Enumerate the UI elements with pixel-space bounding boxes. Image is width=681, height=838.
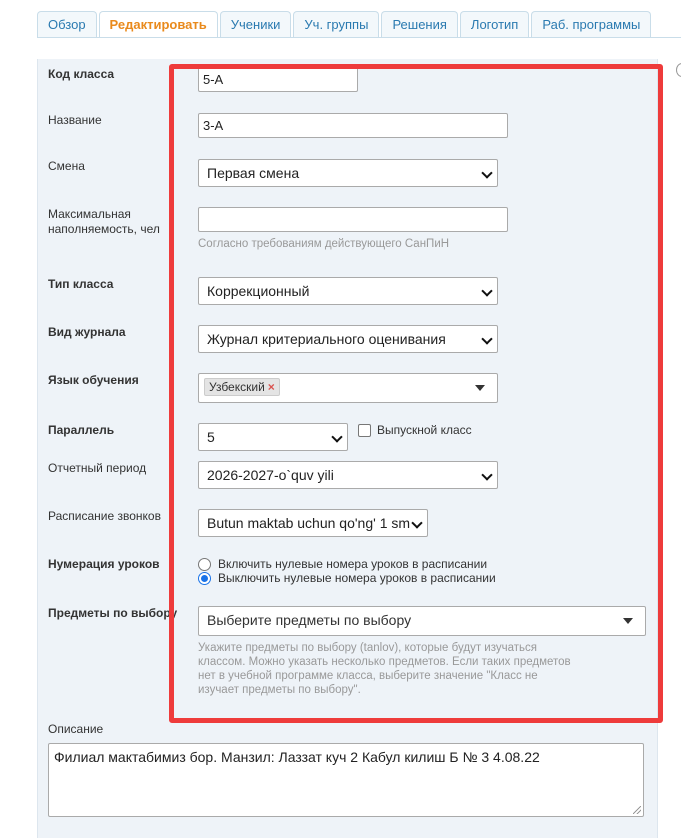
tab-students[interactable]: Ученики [220, 11, 292, 38]
lesson-numbering-off-label: Выключить нулевые номера уроков в расписании [218, 571, 496, 585]
language-multiselect[interactable] [198, 373, 498, 403]
description-textarea[interactable] [48, 743, 644, 817]
tabs-divider [37, 37, 681, 38]
journal-type-select[interactable] [198, 325, 498, 353]
report-period-select[interactable] [198, 461, 498, 489]
dropdown-arrow-icon [475, 385, 485, 391]
lesson-numbering-on-radio[interactable] [198, 558, 211, 571]
chevron-down-icon [331, 431, 342, 442]
journal-type-selected-value: Журнал критериального оценивания [207, 331, 446, 347]
class-code-input[interactable]: 5-А [198, 67, 358, 92]
lesson-numbering-off-radio[interactable] [198, 572, 211, 585]
resize-handle-icon[interactable] [633, 806, 641, 814]
chevron-down-icon [481, 285, 492, 296]
electives-hint-4: изучает предметы по выбору". [198, 684, 361, 696]
max-capacity-label-line1: Максимальная [48, 207, 131, 221]
description-label: Описание [48, 722, 104, 736]
chevron-down-icon [481, 333, 492, 344]
dropdown-arrow-icon [623, 618, 633, 624]
electives-placeholder: Выберите предметы по выбору [207, 612, 412, 628]
parallel-label: Параллель [48, 423, 115, 437]
electives-multiselect[interactable] [198, 606, 646, 636]
class-code-label: Код класса [48, 67, 115, 81]
class-type-label: Тип класса [48, 277, 114, 291]
shift-label: Смена [48, 159, 85, 173]
chevron-down-icon [481, 167, 492, 178]
bell-schedule-select[interactable] [198, 509, 428, 537]
shift-selected-value: Первая смена [207, 165, 300, 181]
graduate-checkbox[interactable] [358, 424, 371, 437]
language-tag [204, 378, 280, 396]
max-capacity-label-line2: наполняемость, чел [48, 222, 160, 236]
max-capacity-label [48, 207, 160, 237]
journal-type-label: Вид журнала [48, 325, 126, 339]
bell-schedule-selected-value: Butun maktab uchun qo'ng' 1 sm [207, 515, 411, 531]
tab-study-groups[interactable]: Уч. группы [293, 11, 379, 38]
lesson-numbering-label: Нумерация уроков [48, 557, 160, 571]
remove-tag-icon[interactable]: × [267, 380, 275, 394]
tab-logo[interactable]: Логотип [460, 11, 529, 38]
parallel-selected-value: 5 [207, 429, 215, 445]
chevron-down-icon [411, 517, 422, 528]
chevron-down-icon [481, 469, 492, 480]
name-input[interactable]: 3-А [198, 113, 508, 138]
tab-decisions[interactable]: Решения [381, 11, 457, 38]
electives-hint-3: нет в учебной программе класса, выберите значение "Класс не [198, 670, 538, 682]
report-period-label: Отчетный период [48, 461, 147, 475]
shift-select[interactable] [198, 159, 498, 187]
language-label: Язык обучения [48, 373, 139, 387]
class-type-select[interactable] [198, 277, 498, 305]
bell-schedule-label: Расписание звонков [48, 509, 161, 523]
max-capacity-input[interactable] [198, 207, 508, 232]
tab-bar [37, 11, 653, 38]
electives-hint-2: классом. Можно указать несколько предметов. Если таких предметов [198, 656, 571, 668]
graduate-label: Выпускной класс [377, 423, 472, 437]
language-tag-label: Узбекский [209, 380, 265, 394]
tab-edit[interactable]: Редактировать [99, 11, 218, 38]
scroll-handle[interactable] [676, 63, 681, 77]
lesson-numbering-on-label: Включить нулевые номера уроков в расписании [218, 557, 488, 571]
report-period-selected-value: 2026-2027-o`quv yili [207, 467, 334, 483]
description-value: Филиал мактабимиз бор. Манзил: Лаззат куч 2 Кабул килиш Б № 3 4.08.22 [54, 749, 540, 765]
tab-overview[interactable]: Обзор [37, 11, 97, 38]
max-capacity-hint: Согласно требованиям действующего СанПиН [198, 238, 450, 250]
electives-hint-1: Укажите предметы по выбору (tanlov), которые будут изучаться [198, 642, 537, 654]
parallel-select[interactable] [198, 423, 348, 451]
class-type-selected-value: Коррекционный [207, 283, 310, 299]
name-label: Название [48, 113, 102, 127]
electives-label: Предметы по выбору [48, 606, 178, 620]
tab-work-programs[interactable]: Раб. программы [531, 11, 651, 38]
